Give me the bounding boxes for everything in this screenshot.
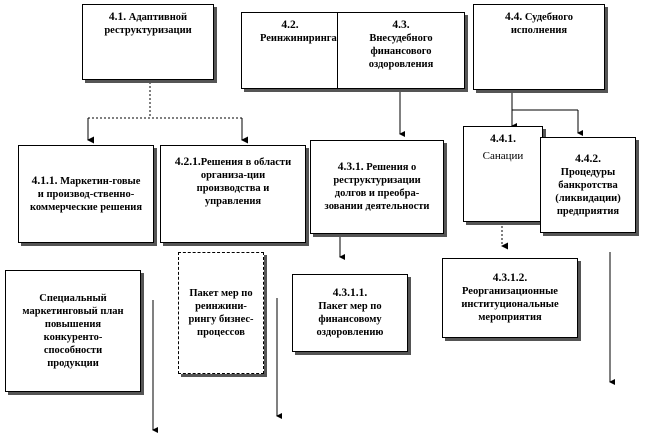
box-text: Судебного исполнения [510,12,574,36]
box-number: 4.3.1.1. [332,287,368,299]
box-number: 4.3.1. [337,161,364,173]
box-text: Маркетин-говые и производ-ственно-коммерческие решения [29,175,143,213]
box-4-4-judicial-execution [473,4,605,90]
box-text: Санации [482,150,524,162]
box-4-4-2-bankruptcy [540,137,636,233]
connector-41-branch [88,78,242,140]
box-number: 4.3.1.2. [492,272,528,284]
box-text: Пакет мер по реинжини-рингу бизнес-процессов [188,288,254,338]
box-4-3-1-debt-restructuring [310,140,444,234]
box-text: Решения о реструктуризации долгов и преобра-зовании деятельности [324,162,430,212]
box-number: 4.3. [392,19,410,31]
box-4-2-1-organization-decisions [160,145,306,243]
box-number: 4.1.1. [31,174,58,187]
box-4-1-adaptive-restructuring [82,4,214,80]
box-reengineering-package [178,252,264,374]
box-4-4-1-sanation [463,126,543,222]
box-text: Реорганизационные институциональные мероприятия [461,286,559,323]
box-text: Внесудебного финансового оздоровления [368,33,434,70]
box-text: Процедуры банкротства (ликвидации) предприятия [555,166,621,217]
box-text: Специальный маркетинговый план повышения конкуренто-способности продукции [22,293,124,369]
box-number: 4.2.1. [174,156,201,168]
box-number: 4.2. [281,19,299,31]
box-4-2-reengineering [241,12,339,89]
box-number: 4.4. [504,11,523,23]
box-number: 4.4.1. [490,133,516,145]
box-4-1-1-marketing-decisions [18,145,154,243]
box-text: Решения в области организа-ции производства и управления [196,157,292,207]
box-4-3-1-1-financial-recovery-package [292,274,408,352]
box-4-3-out-of-court-recovery [337,12,465,89]
box-text: Реинжиниринга [260,33,337,44]
box-text: Пакет мер по финансовому оздоровлению [316,301,384,338]
box-number: 4.1. [108,11,127,23]
box-special-marketing-plan [5,270,141,392]
box-4-3-1-2-reorganization-measures [442,258,578,338]
box-number: 4.4.2. [575,152,601,165]
box-text: Адаптивной реструктуризации [104,12,192,36]
